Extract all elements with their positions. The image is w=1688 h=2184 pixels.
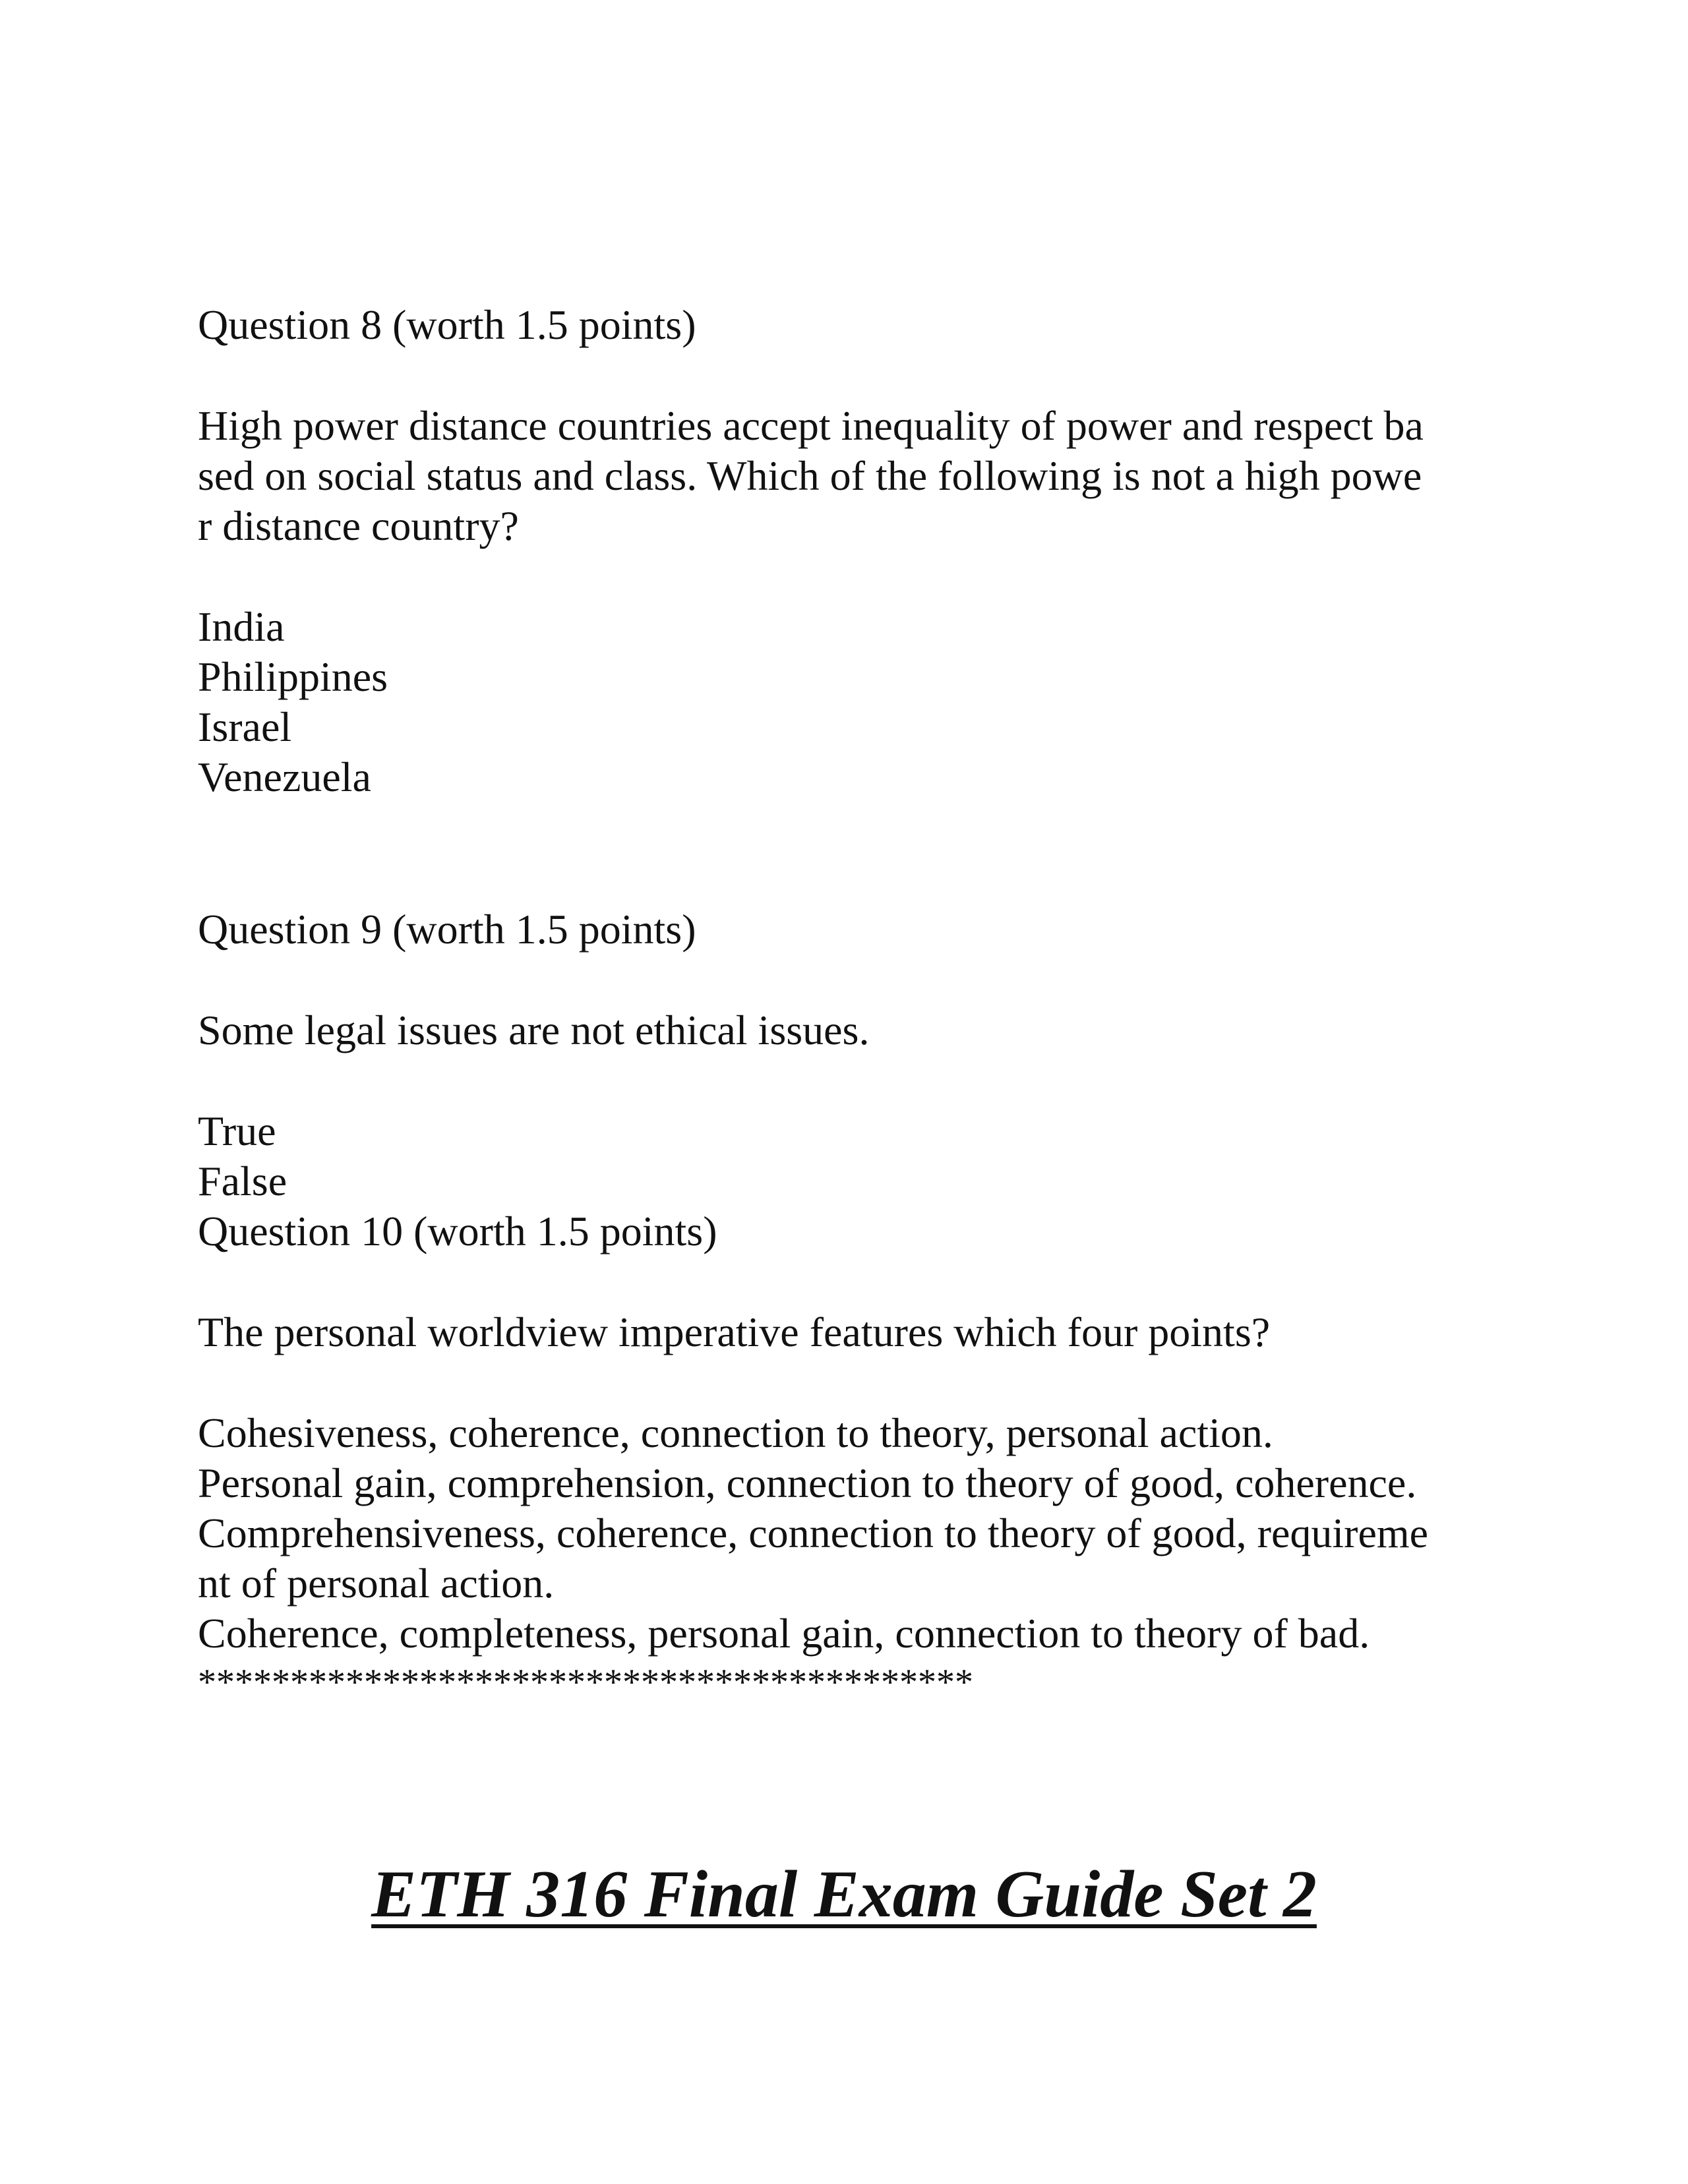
question-9-prompt: Some legal issues are not ethical issues.	[198, 1007, 870, 1053]
guide-title: ETH 316 Final Exam Guide Set 2	[371, 1857, 1317, 1932]
question-10-prompt: The personal worldview imperative features which four points?	[198, 1309, 1271, 1355]
question-10-option-1: Cohesiveness, coherence, connection to theory, personal action.	[198, 1409, 1273, 1456]
question-9-option-true: True	[198, 1107, 276, 1154]
question-8-prompt-line-2: sed on social status and class. Which of the following is not a high powe	[198, 452, 1422, 499]
question-9-option-false: False	[198, 1158, 287, 1204]
question-10-option-3-line-2: nt of personal action.	[198, 1560, 555, 1607]
question-9-heading: Question 9 (worth 1.5 points)	[198, 906, 696, 953]
question-10-option-2: Personal gain, comprehension, connection to theory of good, coherence.	[198, 1460, 1417, 1506]
question-8-prompt-line-3: r distance country?	[198, 502, 519, 549]
asterisk-separator: ******************************************	[198, 1662, 973, 1703]
question-10-heading: Question 10 (worth 1.5 points)	[198, 1208, 717, 1254]
question-8-prompt-line-1: High power distance countries accept inequality of power and respect ba	[198, 402, 1424, 449]
question-10-option-3-line-1: Comprehensiveness, coherence, connection to theory of good, requireme	[198, 1510, 1429, 1556]
question-8-option-israel: Israel	[198, 703, 292, 750]
question-8-option-india: India	[198, 603, 285, 650]
question-8-option-venezuela: Venezuela	[198, 753, 371, 800]
question-10-option-4: Coherence, completeness, personal gain, connection to theory of bad.	[198, 1610, 1370, 1657]
question-8-heading: Question 8 (worth 1.5 points)	[198, 301, 696, 348]
question-8-option-philippines: Philippines	[198, 653, 388, 700]
